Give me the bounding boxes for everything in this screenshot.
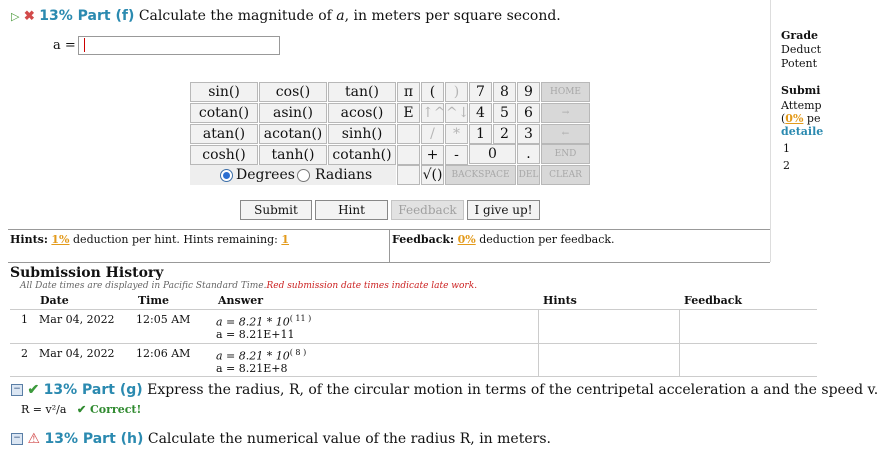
collapse-icon[interactable]: − bbox=[11, 433, 23, 445]
func-key-asin[interactable]: asin() bbox=[259, 103, 327, 123]
sym-key[interactable]: / bbox=[421, 124, 444, 144]
func-key-sin[interactable]: sin() bbox=[190, 82, 258, 102]
attempt-1: 1 bbox=[783, 142, 790, 155]
end-key: END bbox=[541, 144, 590, 164]
blank-key bbox=[397, 165, 420, 185]
row-num: 1 bbox=[21, 313, 28, 326]
sym-key[interactable]: ↑^ bbox=[422, 105, 446, 121]
hints-info: Hints: 1% deduction per hint. Hints remaining: 1 bbox=[10, 233, 290, 246]
part-f-question: Calculate the magnitude of a, in meters per square second. bbox=[138, 8, 561, 24]
right-arrow-key: → bbox=[541, 103, 590, 123]
func-key-acos[interactable]: acos() bbox=[328, 103, 396, 123]
clear-key: CLEAR bbox=[541, 165, 590, 185]
degrees-label: Degrees bbox=[236, 167, 295, 183]
blank-key bbox=[397, 124, 420, 144]
part-f-percent: 13% Part (f) bbox=[39, 8, 135, 24]
text-cursor bbox=[84, 38, 85, 52]
row-num: 2 bbox=[21, 347, 28, 360]
func-key-acotan[interactable]: acotan() bbox=[259, 124, 327, 144]
sym-key[interactable]: π bbox=[397, 82, 420, 102]
col-hints: Hints bbox=[543, 294, 577, 307]
digit-key-3[interactable]: 3 bbox=[517, 124, 540, 144]
give-up-button[interactable]: I give up! bbox=[467, 200, 540, 220]
radians-radio[interactable] bbox=[297, 169, 310, 182]
percent-per-label: (0% pe bbox=[781, 112, 821, 125]
radians-label: Radians bbox=[315, 167, 373, 183]
digit-key-7[interactable]: 7 bbox=[469, 82, 492, 102]
col-date: Date bbox=[40, 294, 69, 307]
home-key: HOME bbox=[541, 82, 590, 102]
digit-key-1[interactable]: 1 bbox=[469, 124, 492, 144]
row-answer-sci: a = 8.21E+8 bbox=[216, 362, 288, 375]
col-answer: Answer bbox=[218, 294, 263, 307]
row-time: 12:05 AM bbox=[136, 313, 191, 326]
potential-label: Potent bbox=[781, 57, 818, 70]
part-g-question: Express the radius, R, of the circular motion in terms of the centripetal acceleration a and the speed v. bbox=[147, 382, 878, 398]
func-key-cosh[interactable]: cosh() bbox=[190, 145, 258, 165]
degrees-radio[interactable] bbox=[220, 169, 233, 182]
hint-button[interactable]: Hint bbox=[315, 200, 388, 220]
func-key-atan[interactable]: atan() bbox=[190, 124, 258, 144]
digit-key-4[interactable]: 4 bbox=[469, 103, 492, 123]
backspace-key: BACKSPACE bbox=[445, 165, 516, 185]
part-g-percent: 13% Part (g) bbox=[43, 382, 143, 398]
col-time: Time bbox=[138, 294, 170, 307]
delete-key: DEL bbox=[517, 165, 540, 185]
feedback-button: Feedback bbox=[391, 200, 464, 220]
sym-key[interactable]: E bbox=[397, 103, 420, 123]
sym-key[interactable]: * bbox=[445, 124, 468, 144]
check-icon: ✔ bbox=[27, 382, 40, 398]
digit-key-0[interactable]: 0 bbox=[469, 144, 516, 164]
part-g-answer: R = v²/a bbox=[21, 403, 67, 416]
digit-key-2[interactable]: 2 bbox=[493, 124, 516, 144]
sym-key[interactable]: ) bbox=[445, 82, 468, 102]
details-link[interactable]: detaile bbox=[781, 125, 824, 138]
decimal-key[interactable]: . bbox=[517, 144, 540, 164]
func-key-sinh[interactable]: sinh() bbox=[328, 124, 396, 144]
row-date: Mar 04, 2022 bbox=[39, 313, 115, 326]
func-key-cotanh[interactable]: cotanh() bbox=[328, 145, 396, 165]
sym-key[interactable]: ( bbox=[421, 82, 444, 102]
sym-key[interactable]: + bbox=[421, 145, 444, 165]
digit-key-8[interactable]: 8 bbox=[493, 82, 516, 102]
grade-label: Grade bbox=[781, 29, 819, 42]
part-g-header bbox=[11, 382, 878, 398]
answer-input[interactable] bbox=[78, 36, 280, 55]
sym-key[interactable]: ^↓ bbox=[446, 105, 470, 121]
expand-triangle-icon[interactable]: ▷ bbox=[11, 10, 20, 23]
collapse-icon[interactable]: − bbox=[11, 384, 23, 396]
part-h-percent: 13% Part (h) bbox=[44, 431, 144, 447]
part-h-question: Calculate the numerical value of the radius R, in meters. bbox=[147, 431, 551, 447]
submission-history-title: Submission History bbox=[10, 265, 164, 281]
correct-badge: ✔ Correct! bbox=[77, 403, 142, 416]
left-arrow-key: ← bbox=[541, 124, 590, 144]
hints-feedback-bar bbox=[8, 229, 770, 263]
row-date: Mar 04, 2022 bbox=[39, 347, 115, 360]
row-answer-sci: a = 8.21E+11 bbox=[216, 328, 295, 341]
row-answer: $a = 8.21 * 10^{( 8 )}$ bbox=[216, 348, 307, 363]
sym-key[interactable]: - bbox=[445, 145, 468, 165]
col-feedback: Feedback bbox=[684, 294, 743, 307]
submissions-label: Submi bbox=[781, 84, 821, 97]
func-key-tanh[interactable]: tanh() bbox=[259, 145, 327, 165]
row-time: 12:06 AM bbox=[136, 347, 191, 360]
digit-key-5[interactable]: 5 bbox=[493, 103, 516, 123]
func-key-cos[interactable]: cos() bbox=[259, 82, 327, 102]
row-answer: $a = 8.21 * 10^{( 11 )}$ bbox=[216, 314, 312, 329]
deduction-label: Deduct bbox=[781, 43, 822, 56]
part-h-header bbox=[11, 431, 551, 447]
attempts-label: Attemp bbox=[781, 99, 822, 112]
part-f-header bbox=[11, 8, 561, 24]
attempt-2: 2 bbox=[783, 159, 790, 172]
func-key-cotan[interactable]: cotan() bbox=[190, 103, 258, 123]
warning-icon: ⚠ bbox=[27, 431, 41, 447]
digit-key-6[interactable]: 6 bbox=[517, 103, 540, 123]
history-note: All Date times are displayed in Pacific Standard Time.Red submission date times indicate late work. bbox=[20, 281, 478, 291]
feedback-info: Feedback: 0% deduction per feedback. bbox=[392, 233, 615, 246]
func-key-tan[interactable]: tan() bbox=[328, 82, 396, 102]
blank-key bbox=[397, 145, 420, 165]
incorrect-x-icon: ✖ bbox=[23, 9, 35, 24]
submit-button[interactable]: Submit bbox=[240, 200, 312, 220]
answer-label: a = bbox=[53, 38, 76, 53]
sqrt-key[interactable]: √() bbox=[422, 167, 443, 183]
digit-key-9[interactable]: 9 bbox=[517, 82, 540, 102]
angle-unit-selector bbox=[190, 165, 396, 185]
